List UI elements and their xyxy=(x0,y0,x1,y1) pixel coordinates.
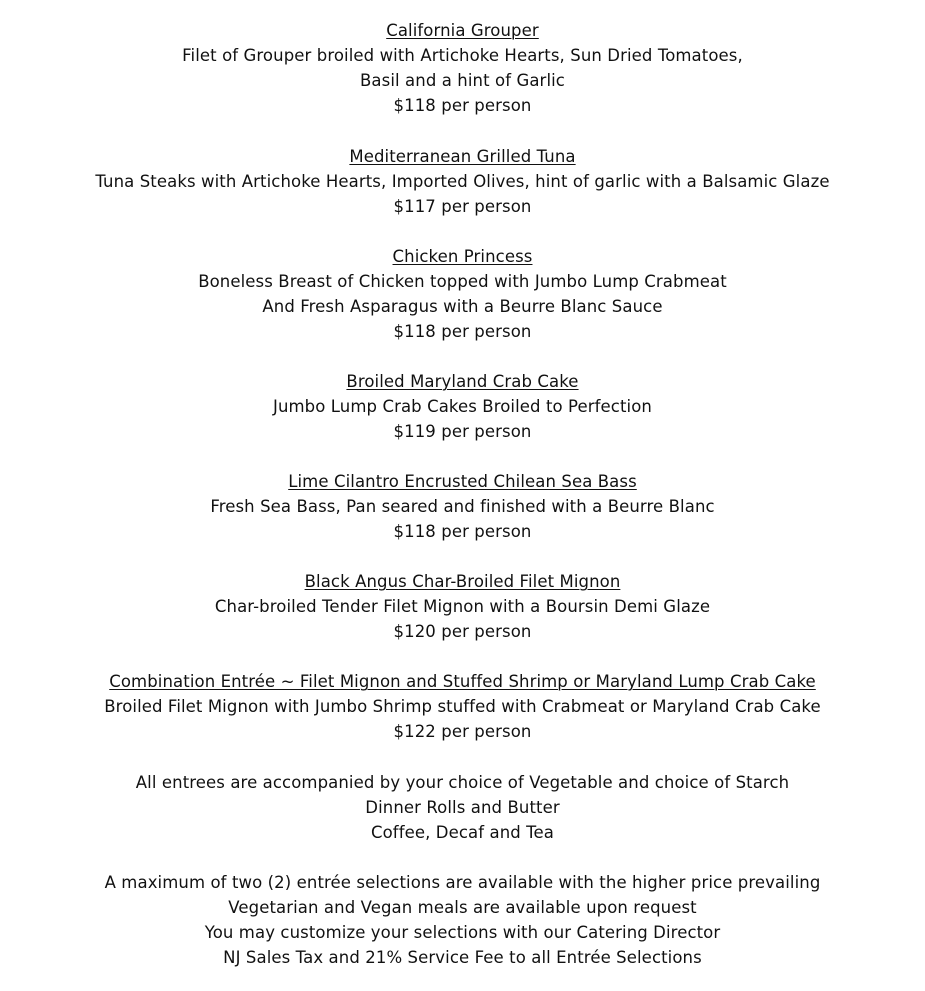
entree-description: Boneless Breast of Chicken topped with Jumbo Lump Crabmeat xyxy=(198,272,727,291)
entree-title: Mediterranean Grilled Tuna xyxy=(349,147,576,166)
entree-title: Chicken Princess xyxy=(392,247,533,266)
entree-price: $117 per person xyxy=(393,197,532,216)
accompaniment-line: Dinner Rolls and Butter xyxy=(365,798,560,817)
note-line: Vegetarian and Vegan meals are available upon request xyxy=(228,898,697,917)
entree-title: Black Angus Char-Broiled Filet Mignon xyxy=(304,572,621,591)
entree-description: Tuna Steaks with Artichoke Hearts, Imported Olives, hint of garlic with a Balsamic Glaze xyxy=(95,172,830,191)
entree-title: Combination Entrée ~ Filet Mignon and Stuffed Shrimp or Maryland Lump Crab Cake xyxy=(109,672,816,691)
entree-title: California Grouper xyxy=(386,21,539,40)
entree-title: Lime Cilantro Encrusted Chilean Sea Bass xyxy=(288,472,637,491)
note-line: A maximum of two (2) entrée selections are available with the higher price prevailing xyxy=(104,873,821,892)
entree-price: $118 per person xyxy=(393,522,532,541)
note-line: NJ Sales Tax and 21% Service Fee to all Entrée Selections xyxy=(223,948,702,967)
entree-description: Char-broiled Tender Filet Mignon with a Boursin Demi Glaze xyxy=(214,597,711,616)
entree-description: And Fresh Asparagus with a Beurre Blanc Sauce xyxy=(262,297,663,316)
entree-price: $118 per person xyxy=(393,96,532,115)
entree-description: Filet of Grouper broiled with Artichoke Hearts, Sun Dried Tomatoes, xyxy=(182,46,743,65)
entree-price: $118 per person xyxy=(393,322,532,341)
entree-price: $119 per person xyxy=(393,422,532,441)
entree-description: Fresh Sea Bass, Pan seared and finished with a Beurre Blanc xyxy=(210,497,715,516)
accompaniment-line: Coffee, Decaf and Tea xyxy=(370,823,555,842)
note-line: You may customize your selections with our Catering Director xyxy=(204,923,721,942)
entree-title: Broiled Maryland Crab Cake xyxy=(346,372,579,391)
entree-price: $122 per person xyxy=(393,722,532,741)
accompaniment-line: All entrees are accompanied by your choice of Vegetable and choice of Starch xyxy=(135,773,790,792)
entree-description: Jumbo Lump Crab Cakes Broiled to Perfection xyxy=(272,397,652,416)
entree-price: $120 per person xyxy=(393,622,532,641)
entree-description: Broiled Filet Mignon with Jumbo Shrimp stuffed with Crabmeat or Maryland Crab Cake xyxy=(104,697,821,716)
entree-description: Basil and a hint of Garlic xyxy=(360,71,565,90)
